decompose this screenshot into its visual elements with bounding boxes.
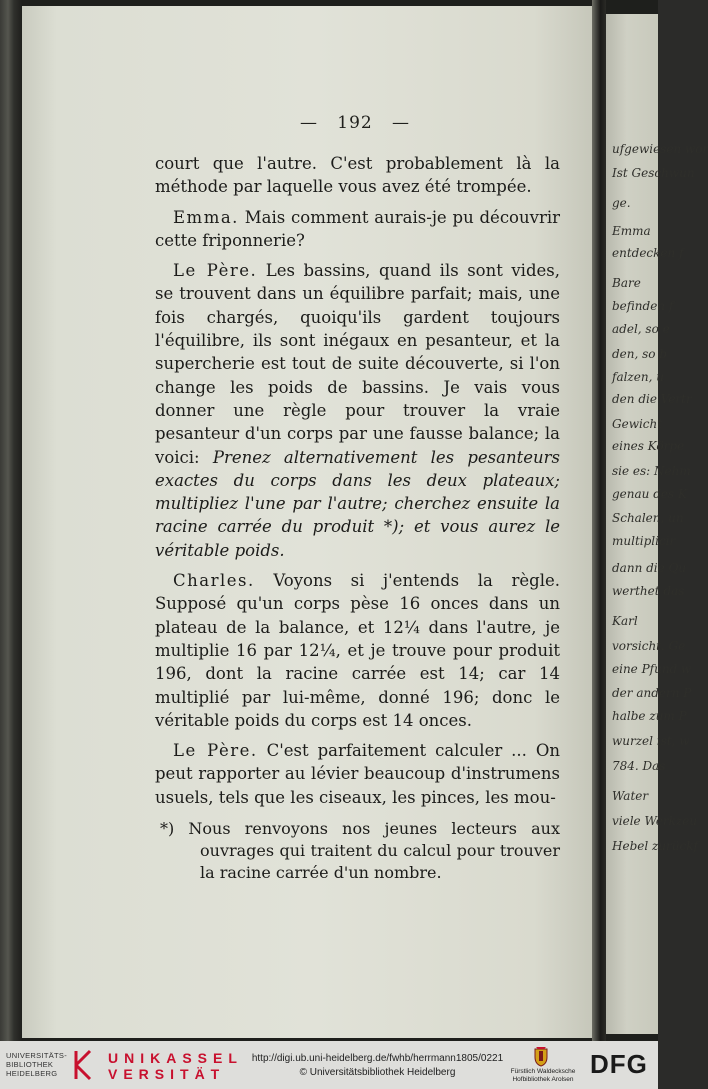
paragraph-text: court que l'autre. C'est probablement là la méthode par laquelle vous avez été trompée.	[155, 154, 560, 197]
facing-page-fragment: Bare	[612, 276, 641, 290]
facing-page-fragment: halbe zum P	[612, 709, 687, 723]
facing-page-fragment: viele Werkzeu	[612, 814, 698, 828]
source-url[interactable]: http://digi.ub.uni-heidelberg.de/fwhb/herrmann1805/0221	[251, 1053, 504, 1064]
paragraph-text: Les bassins, quand ils sont vides, se trouvent dans un équilibre parfait; mais, une fois chargés, quoiqu'ils gardent toujours l'équilibre, ils sont inégaux en pesanteur, et la supercherie est tout de suite découverte, si l'on change les poids de bassins. Je vais vous donner une règle pour trouver la vraie pesanteur d'un corps par une fausse balance; la voici:	[155, 261, 560, 467]
facing-page-fragment: Gewicht	[612, 417, 663, 431]
facing-page-fragment: befinden f	[612, 299, 674, 313]
header-dash-right: —	[391, 113, 410, 133]
facing-page-fragment: genau des K	[612, 487, 687, 501]
facing-page-fragment: werthet das	[612, 584, 685, 598]
facing-page-fragment: entdecken f	[612, 246, 684, 260]
paragraph	[155, 739, 560, 809]
speaker-name: Emma.	[173, 207, 239, 227]
heidelberg-logo-text[interactable]: UNIVERSITÄTS-BIBLIOTHEK HEIDELBERG	[6, 1051, 67, 1078]
speaker-name: Le Père.	[173, 741, 258, 761]
paragraph	[155, 206, 560, 253]
facing-page-fragment: den, so b	[612, 347, 668, 361]
footnote	[160, 818, 560, 884]
crest-icon	[533, 1045, 549, 1067]
footer-bar	[0, 1041, 658, 1089]
facing-page	[606, 14, 708, 1034]
kassel-line2: VERSITÄT	[108, 1066, 226, 1082]
page-header	[280, 113, 430, 133]
speaker-name: Charles.	[173, 571, 255, 591]
facing-page-fragment: Ist Geschwun	[612, 166, 695, 180]
facing-page-fragment: 784. Das	[612, 759, 666, 773]
paragraph	[155, 259, 560, 562]
facing-page-fragment: Emma	[612, 224, 651, 238]
header-dash-left: —	[300, 113, 319, 133]
facing-page-fragment: adel, so e	[612, 322, 670, 336]
facing-page-fragment: der andern P	[612, 686, 692, 700]
body-text	[155, 152, 560, 809]
paragraph-italic: Prenez alternativement les pesanteurs exactes du corps dans les deux plateaux; multipliez l'une par l'autre; cherchez ensuite la racine carrée du produit *); et vous aurez le véritable poids.	[155, 447, 560, 560]
facing-page-fragment: Hebel zurückf	[612, 839, 698, 853]
facing-page-fragment: Water	[612, 789, 649, 803]
facing-page-fragment: sie es: Nehm	[612, 464, 691, 478]
paragraph-text: Voyons si j'entends la règle. Supposé qu'un corps pèse 16 onces dans un plateau de la balance, et 12¼ dans l'autre, je multiplie 16 par 12¼, et je trouve pour produit 196, dont la racine carrée est 14; car 14 multiplié par lui-même, donné 196; donc le véritable poids du corps est 14 onces.	[155, 571, 560, 730]
facing-page-fragment: Schalen, un	[612, 511, 684, 525]
source-info	[250, 1052, 505, 1080]
book-gutter	[592, 0, 606, 1041]
facing-page-fragment: multiplicir	[612, 534, 676, 548]
facing-page-fragment: vorsicht. Ge	[612, 639, 686, 653]
footnote-text: *) Nous renvoyons nos jeunes lecteurs aux ouvrages qui traitent du calcul pour trouver la racine carrée d'un nombre.	[160, 819, 560, 882]
arolsen-library[interactable]: Fürstlich Waldecksche Hofbibliothek Arolsen	[510, 1068, 576, 1083]
facing-page-fragment: falzen, u	[612, 370, 664, 384]
copyright-text: © Universitätsbibliothek Heidelberg	[299, 1067, 456, 1078]
kassel-line1: UNIKASSEL	[108, 1050, 243, 1066]
kassel-logo[interactable]	[108, 1050, 243, 1082]
paragraph	[155, 569, 560, 732]
facing-page-fragment: Karl	[612, 614, 638, 628]
facing-page-fragment: ge.	[612, 196, 631, 210]
facing-page-fragment: wurzel ist, w	[612, 734, 690, 748]
facing-page-fragment: den die Vertr	[612, 392, 692, 406]
page-number: 192	[337, 113, 373, 133]
kassel-logo-icon	[72, 1049, 94, 1081]
facing-page-fragment: eine Pfund w	[612, 662, 692, 676]
paragraph-text: C'est parfaitement calculer ... On peut rapporter au lévier beaucoup d'instrumens usuels, tels que les ciseaux, les pinces, les mou-	[155, 741, 560, 807]
facing-page-fragment: dann die Qu	[612, 561, 687, 575]
paragraph	[155, 152, 560, 199]
paragraph-text: Mais comment aurais-je pu découvrir cette friponnerie?	[155, 207, 560, 250]
facing-page-fragment: eines Körpe	[612, 439, 685, 453]
speaker-name: Le Père.	[173, 261, 258, 281]
dfg-logo[interactable]: DFG	[590, 1049, 648, 1079]
facing-page-fragment: ufgewiesen wor	[612, 142, 708, 156]
